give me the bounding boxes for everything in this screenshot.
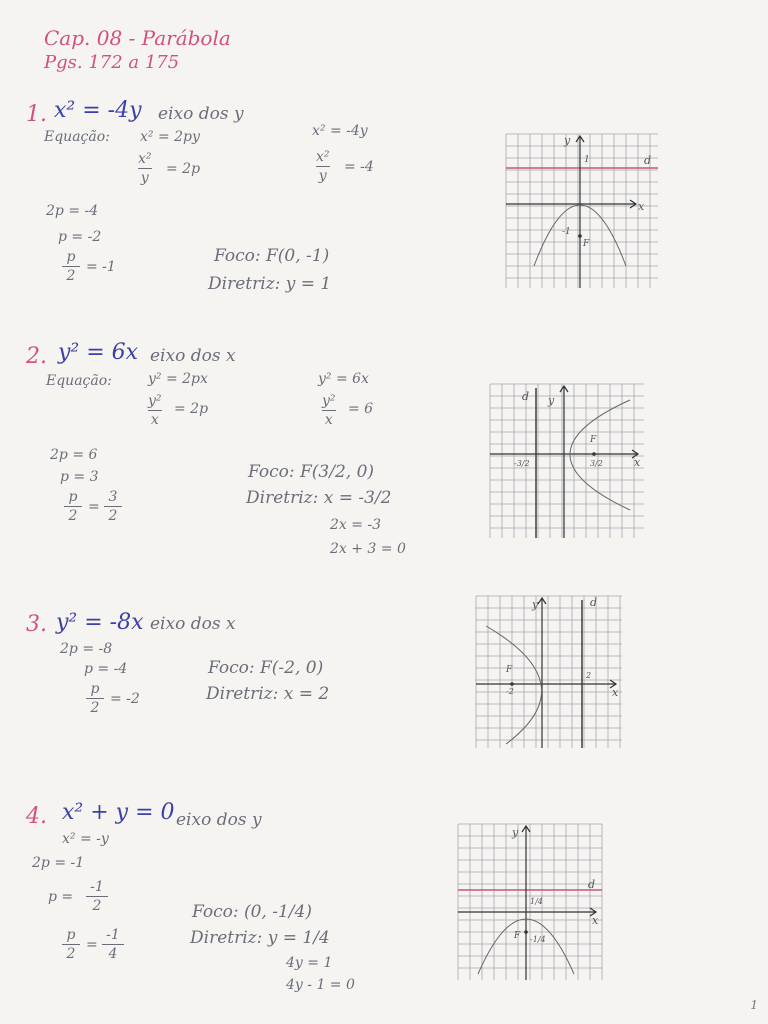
x-label: x — [612, 686, 619, 699]
exercise-equation: x² + y = 0 — [62, 800, 175, 825]
focus-point — [592, 452, 596, 456]
tick-focus: 3/2 — [590, 459, 603, 468]
given-fraction — [322, 394, 336, 427]
parabola-curve — [570, 400, 630, 510]
p-half-rhs: = -1 — [86, 259, 116, 275]
fraction-numerator: p — [68, 489, 78, 505]
exercise-equation: y² = -8x — [56, 610, 144, 635]
p-half-fraction — [62, 928, 80, 961]
d-label: d — [590, 596, 598, 609]
exercise-number: 4. — [26, 804, 47, 829]
fraction-denominator: 2 — [66, 946, 76, 962]
fraction-denominator: 2 — [92, 898, 102, 914]
given-equation: y² = 6x — [318, 371, 369, 387]
chapter-title: Cap. 08 - Parábola — [44, 26, 231, 50]
focus: Foco: F(3/2, 0) — [248, 462, 375, 482]
fraction-rhs: = 2p — [174, 401, 209, 417]
step-2p: 2p = -8 — [60, 641, 113, 657]
directrix: Diretriz: y = 1/4 — [190, 928, 330, 948]
fraction-denominator: 2 — [90, 700, 100, 716]
derived-step-1: 4y = 1 — [286, 955, 333, 971]
d-label: d — [588, 878, 596, 891]
fraction-rhs: = 6 — [348, 401, 374, 417]
step-p: p = -4 — [84, 661, 128, 677]
fraction-denominator: x — [324, 412, 333, 428]
exercise-equation: x² = -4y — [54, 98, 142, 123]
parabola-graph-1 — [506, 134, 658, 288]
fraction-rhs: = 2p — [166, 161, 201, 177]
d-label: d — [644, 154, 652, 167]
y-label: y — [532, 598, 539, 611]
fraction-denominator: y — [318, 168, 327, 184]
page-number: 1 — [750, 998, 758, 1012]
p-half-rhs-fraction — [102, 928, 124, 961]
tick-focus: -1 — [562, 227, 571, 237]
page-range: Pgs. 172 a 175 — [44, 52, 180, 73]
f-label: F — [583, 239, 590, 249]
tick-directrix: 1 — [584, 155, 590, 165]
derived-step-1: 2x = -3 — [330, 517, 382, 533]
axis-note: eixo dos y — [158, 104, 244, 124]
step-2p: 2p = -1 — [32, 855, 85, 871]
rearranged-equation: x² = -y — [62, 831, 109, 847]
tick-directrix: 1/4 — [530, 897, 543, 906]
parabola-graph-4 — [458, 824, 602, 980]
general-fraction — [148, 394, 162, 427]
derived-step-2: 2x + 3 = 0 — [330, 541, 406, 557]
exercise-number: 2. — [26, 344, 47, 369]
general-fraction — [138, 152, 152, 185]
derived-step-2: 4y - 1 = 0 — [286, 977, 355, 993]
axis-note: eixo dos y — [176, 810, 262, 830]
y-label: y — [512, 826, 519, 839]
fraction-numerator: x² — [138, 151, 152, 167]
given-equation: x² = -4y — [312, 123, 368, 139]
fraction-rhs: = -4 — [344, 159, 374, 175]
step-p-fraction — [86, 880, 108, 913]
grid — [506, 134, 658, 288]
exercise-number: 3. — [26, 612, 47, 637]
d-label: d — [522, 390, 530, 403]
step-p-lhs: p = — [48, 889, 74, 905]
p-half-fraction — [64, 490, 82, 523]
fraction-numerator: -1 — [90, 879, 104, 895]
p-half-rhs: = -2 — [110, 691, 140, 707]
focus-point — [510, 682, 514, 686]
p-half-fraction — [86, 682, 104, 715]
focus: Foco: F(0, -1) — [214, 246, 330, 266]
fraction-numerator: p — [90, 681, 100, 697]
tick-directrix: -3/2 — [514, 459, 530, 468]
general-equation: x² = 2py — [140, 129, 200, 145]
fraction-numerator: 3 — [108, 489, 118, 505]
x-label: x — [634, 456, 641, 469]
step-p: p = 3 — [60, 469, 99, 485]
fraction-denominator: 2 — [68, 508, 78, 524]
equation-label: Equação: — [46, 373, 112, 389]
f-label: F — [590, 435, 597, 445]
directrix: Diretriz: y = 1 — [208, 274, 332, 294]
exercise-number: 1. — [26, 102, 47, 127]
fraction-numerator: x² — [316, 149, 330, 165]
exercise-equation: y² = 6x — [58, 340, 139, 365]
x-label: x — [638, 200, 645, 213]
step-2p: 2p = 6 — [50, 447, 98, 463]
tick-focus: -2 — [506, 687, 514, 696]
fraction-denominator: x — [150, 412, 159, 428]
axis-note: eixo dos x — [150, 614, 236, 634]
y-label: y — [564, 134, 571, 147]
step-p: p = -2 — [58, 229, 102, 245]
tick-focus: -1/4 — [530, 935, 546, 944]
parabola-graph-3 — [476, 596, 622, 748]
given-fraction — [316, 150, 330, 183]
f-label: F — [514, 931, 521, 941]
focus-point — [524, 930, 528, 934]
fraction-denominator: 2 — [66, 268, 76, 284]
fraction-numerator: -1 — [106, 927, 120, 943]
directrix: Diretriz: x = -3/2 — [246, 488, 392, 508]
fraction-denominator: y — [140, 170, 149, 186]
p-half-fraction — [62, 250, 80, 283]
equals-sign: = — [86, 937, 98, 953]
general-equation: y² = 2px — [148, 371, 208, 387]
axis-note: eixo dos x — [150, 346, 236, 366]
fraction-denominator: 4 — [108, 946, 118, 962]
y-label: y — [548, 394, 555, 407]
parabola-graph-2 — [490, 384, 644, 538]
fraction-numerator: y² — [148, 393, 162, 409]
focus-point — [578, 234, 582, 238]
p-half-rhs-fraction — [104, 490, 122, 523]
directrix: Diretriz: x = 2 — [206, 684, 330, 704]
x-label: x — [592, 914, 599, 927]
equation-label: Equação: — [44, 129, 110, 145]
tick-directrix: 2 — [586, 671, 592, 680]
f-label: F — [506, 665, 513, 675]
focus: Foco: F(-2, 0) — [208, 658, 324, 678]
fraction-denominator: 2 — [108, 508, 118, 524]
grid — [476, 596, 622, 748]
focus: Foco: (0, -1/4) — [192, 902, 312, 922]
fraction-numerator: y² — [322, 393, 336, 409]
fraction-numerator: p — [66, 927, 76, 943]
fraction-numerator: p — [66, 249, 76, 265]
step-2p: 2p = -4 — [46, 203, 99, 219]
equals-sign: = — [88, 499, 100, 515]
